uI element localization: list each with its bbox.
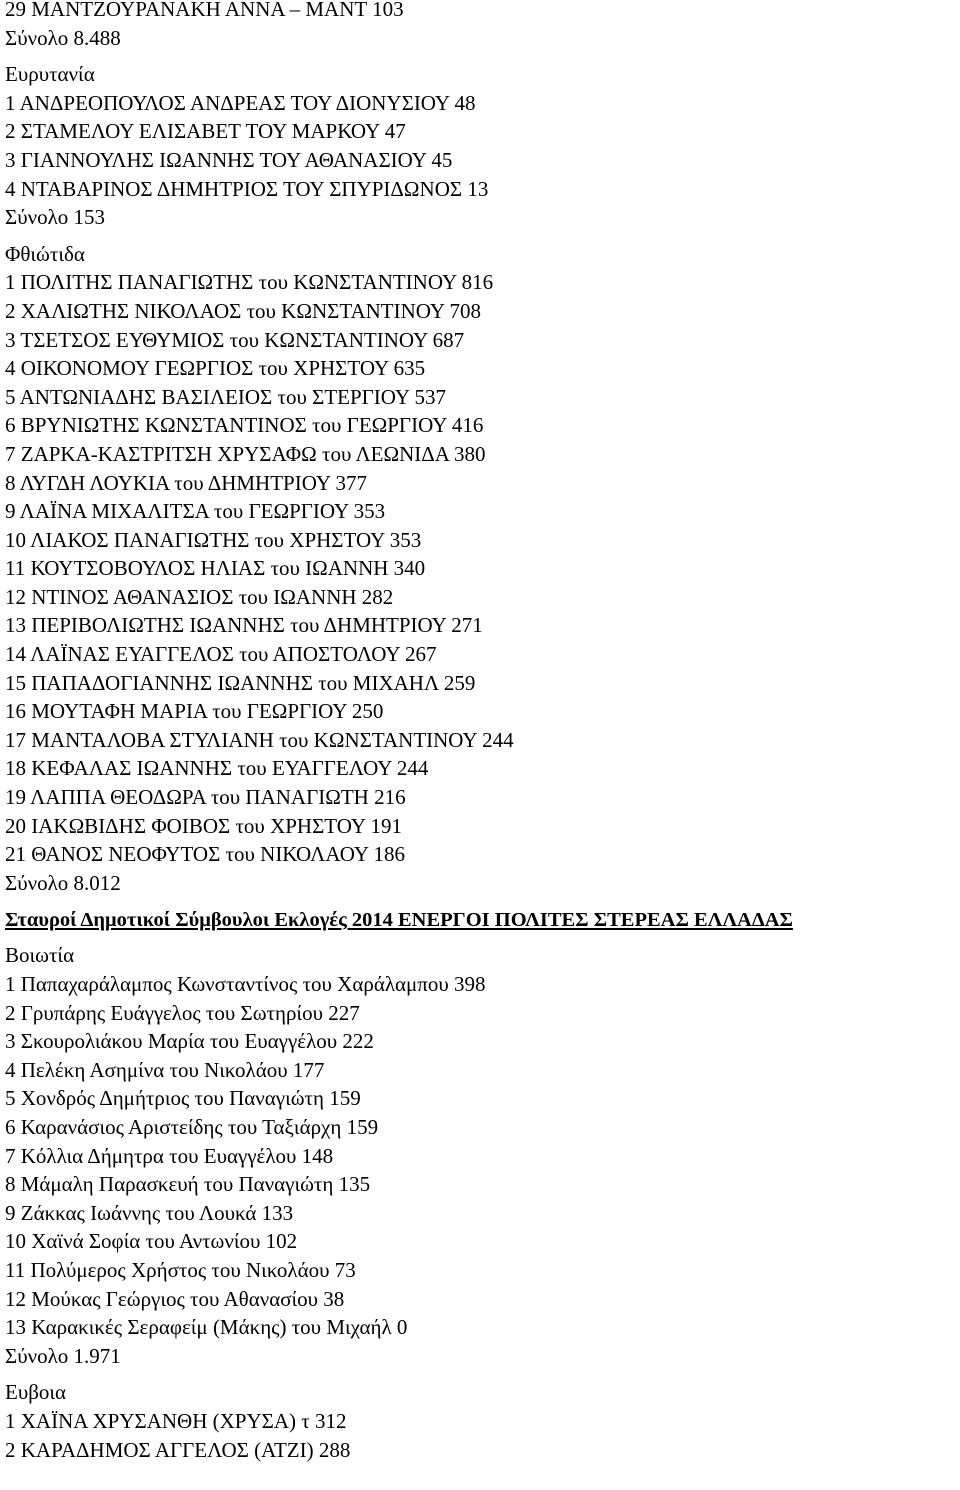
list-item: 18 ΚΕΦΑΛΑΣ ΙΩΑΝΝΗΣ του ΕΥΑΓΓΕΛΟΥ 244 (5, 756, 429, 781)
list-item: 6 ΒΡΥΝΙΩΤΗΣ ΚΩΝΣΤΑΝΤΙΝΟΣ του ΓΕΩΡΓΙΟΥ 416 (5, 413, 484, 438)
list-item: 16 ΜΟΥΤΑΦΗ ΜΑΡΙΑ του ΓΕΩΡΓΙΟΥ 250 (5, 699, 384, 724)
list-item: 4 ΝΤΑΒΑΡΙΝΟΣ ΔΗΜΗΤΡΙΟΣ ΤΟΥ ΣΠΥΡΙΔΩΝΟΣ 13 (5, 176, 489, 201)
region-title-evrytania: Ευρυτανία (5, 62, 95, 87)
list-item: 1 ΠΟΛΙΤΗΣ ΠΑΝΑΓΙΩΤΗΣ του ΚΩΝΣΤΑΝΤΙΝΟΥ 816 (5, 270, 494, 295)
list-item: 10 Χαϊνά Σοφία του Αντωνίου 102 (5, 1229, 298, 1254)
spacer (5, 52, 957, 60)
list-item: 3 ΓΙΑΝΝΟΥΛΗΣ ΙΩΑΝΝΗΣ ΤΟΥ ΑΘΑΝΑΣΙΟΥ 45 (5, 147, 453, 172)
list-item: 2 ΣΤΑΜΕΛΟΥ ΕΛΙΣΑΒΕΤ ΤΟΥ ΜΑΡΚΟΥ 47 (5, 119, 406, 144)
list-item: 3 ΤΣΕΤΣΟΣ ΕΥΘΥΜΙΟΣ του ΚΩΝΣΤΑΝΤΙΝΟΥ 687 (5, 327, 465, 352)
list-item: 1 ΑΝΔΡΕΟΠΟΥΛΟΣ ΑΝΔΡΕΑΣ ΤΟΥ ΔΙΟΝΥΣΙΟΥ 48 (5, 90, 476, 115)
spacer (5, 1370, 957, 1378)
list-item: 7 ΖΑΡΚΑ-ΚΑΣΤΡΙΤΣΗ ΧΡΥΣΑΦΩ του ΛΕΩΝΙΔΑ 380 (5, 441, 486, 466)
list-item: 3 Σκουρολιάκου Μαρία του Ευαγγέλου 222 (5, 1029, 374, 1054)
list-item: 11 Πολύμερος Χρήστος του Νικολάου 73 (5, 1257, 356, 1282)
list-item: 13 ΠΕΡΙΒΟΛΙΩΤΗΣ ΙΩΑΝΝΗΣ του ΔΗΜΗΤΡΙΟΥ 271 (5, 613, 483, 638)
list-item: 2 ΚΑΡΑΔΗΜΟΣ ΑΓΓΕΛΟΣ (ΑΤΖΙ) 288 (5, 1437, 351, 1462)
total-line: Σύνολο 1.971 (5, 1343, 121, 1368)
total-line: Σύνολο 153 (5, 205, 106, 230)
list-item: 19 ΛΑΠΠΑ ΘΕΟΔΩΡΑ του ΠΑΝΑΓΙΩΤΗ 216 (5, 785, 406, 810)
list-item: 7 Κόλλια Δήμητρα του Ευαγγέλου 148 (5, 1143, 334, 1168)
list-item: 29 ΜΑΝΤΖΟΥΡΑΝΑΚΗ ΑΝΝΑ – ΜΑΝΤ 103 (5, 0, 404, 21)
list-item: 5 Χονδρός Δημήτριος του Παναγιώτη 159 (5, 1086, 361, 1111)
list-item: 11 ΚΟΥΤΣΟΒΟΥΛΟΣ ΗΛΙΑΣ του ΙΩΑΝΝΗ 340 (5, 556, 426, 581)
list-item: 4 Πελέκη Ασημίνα του Νικολάου 177 (5, 1057, 325, 1082)
list-item: 5 ΑΝΤΩΝΙΑΔΗΣ ΒΑΣΙΛΕΙΟΣ του ΣΤΕΡΓΙΟΥ 537 (5, 384, 447, 409)
list-item: 2 ΧΑΛΙΩΤΗΣ ΝΙΚΟΛΑΟΣ του ΚΩΝΣΤΑΝΤΙΝΟΥ 708 (5, 298, 482, 323)
list-item: 12 ΝΤΙΝΟΣ ΑΘΑΝΑΣΙΟΣ του ΙΩΑΝΝΗ 282 (5, 584, 394, 609)
list-item: 14 ΛΑΪΝΑΣ ΕΥΑΓΓΕΛΟΣ του ΑΠΟΣΤΟΛΟΥ 267 (5, 642, 437, 667)
list-item: 20 ΙΑΚΩΒΙΔΗΣ ΦΟΙΒΟΣ του ΧΡΗΣΤΟΥ 191 (5, 813, 403, 838)
list-item: 12 Μούκας Γεώργιος του Αθανασίου 38 (5, 1286, 345, 1311)
list-item: 4 ΟΙΚΟΝΟΜΟΥ ΓΕΩΡΓΙΟΣ του ΧΡΗΣΤΟΥ 635 (5, 356, 426, 381)
total-line: Σύνολο 8.012 (5, 870, 121, 895)
region-title-evvoia: Ευβοια (5, 1380, 67, 1405)
list-item: 1 ΧΑΪΝΑ ΧΡΥΣΑΝΘΗ (ΧΡΥΣΑ) τ 312 (5, 1408, 347, 1433)
list-item: 8 ΛΥΓΔΗ ΛΟΥΚΙΑ του ΔΗΜΗΤΡΙΟΥ 377 (5, 470, 367, 495)
region-title-fthiotida: Φθιώτιδα (5, 241, 85, 266)
list-item: 10 ΛΙΑΚΟΣ ΠΑΝΑΓΙΩΤΗΣ του ΧΡΗΣΤΟΥ 353 (5, 527, 422, 552)
list-item: 15 ΠΑΠΑΔΟΓΙΑΝΝΗΣ ΙΩΑΝΝΗΣ του ΜΙΧΑΗΛ 259 (5, 670, 476, 695)
list-item: 2 Γρυπάρης Ευάγγελος του Σωτηρίου 227 (5, 1000, 360, 1025)
list-item: 13 Καρακικές Σεραφείμ (Μάκης) του Μιχαήλ 0 (5, 1315, 408, 1340)
section-heading: Σταυροί Δημοτικοί Σύμβουλοι Εκλογές 2014 ΕΝΕΡΓΟΙ ΠΟΛΙΤΕΣ ΣΤΕΡΕΑΣ ΕΛΛΑΔΑΣ (5, 909, 793, 932)
region-title-voiotia: Βοιωτία (5, 943, 75, 968)
total-line: Σύνολο 8.488 (5, 25, 121, 50)
list-item: 9 ΛΑΪΝΑ ΜΙΧΑΛΙΤΣΑ του ΓΕΩΡΓΙΟΥ 353 (5, 499, 386, 524)
list-item: 8 Μάμαλη Παρασκευή του Παναγιώτη 135 (5, 1172, 371, 1197)
spacer (5, 232, 957, 240)
document-page (5, 0, 957, 1464)
list-item: 9 Ζάκκας Ιωάννης του Λουκά 133 (5, 1200, 294, 1225)
list-item: 1 Παπαχαράλαμπος Κωνσταντίνος του Χαράλαμπου 398 (5, 972, 486, 996)
list-item: 21 ΘΑΝΟΣ ΝΕΟΦΥΤΟΣ του ΝΙΚΟΛΑΟΥ 186 (5, 842, 405, 867)
list-item: 17 ΜΑΝΤΑΛΟΒΑ ΣΤΥΛΙΑΝΗ του ΚΩΝΣΤΑΝΤΙΝΟΥ 244 (5, 727, 514, 752)
list-item: 6 Καρανάσιος Αριστείδης του Ταξιάρχη 159 (5, 1114, 379, 1139)
